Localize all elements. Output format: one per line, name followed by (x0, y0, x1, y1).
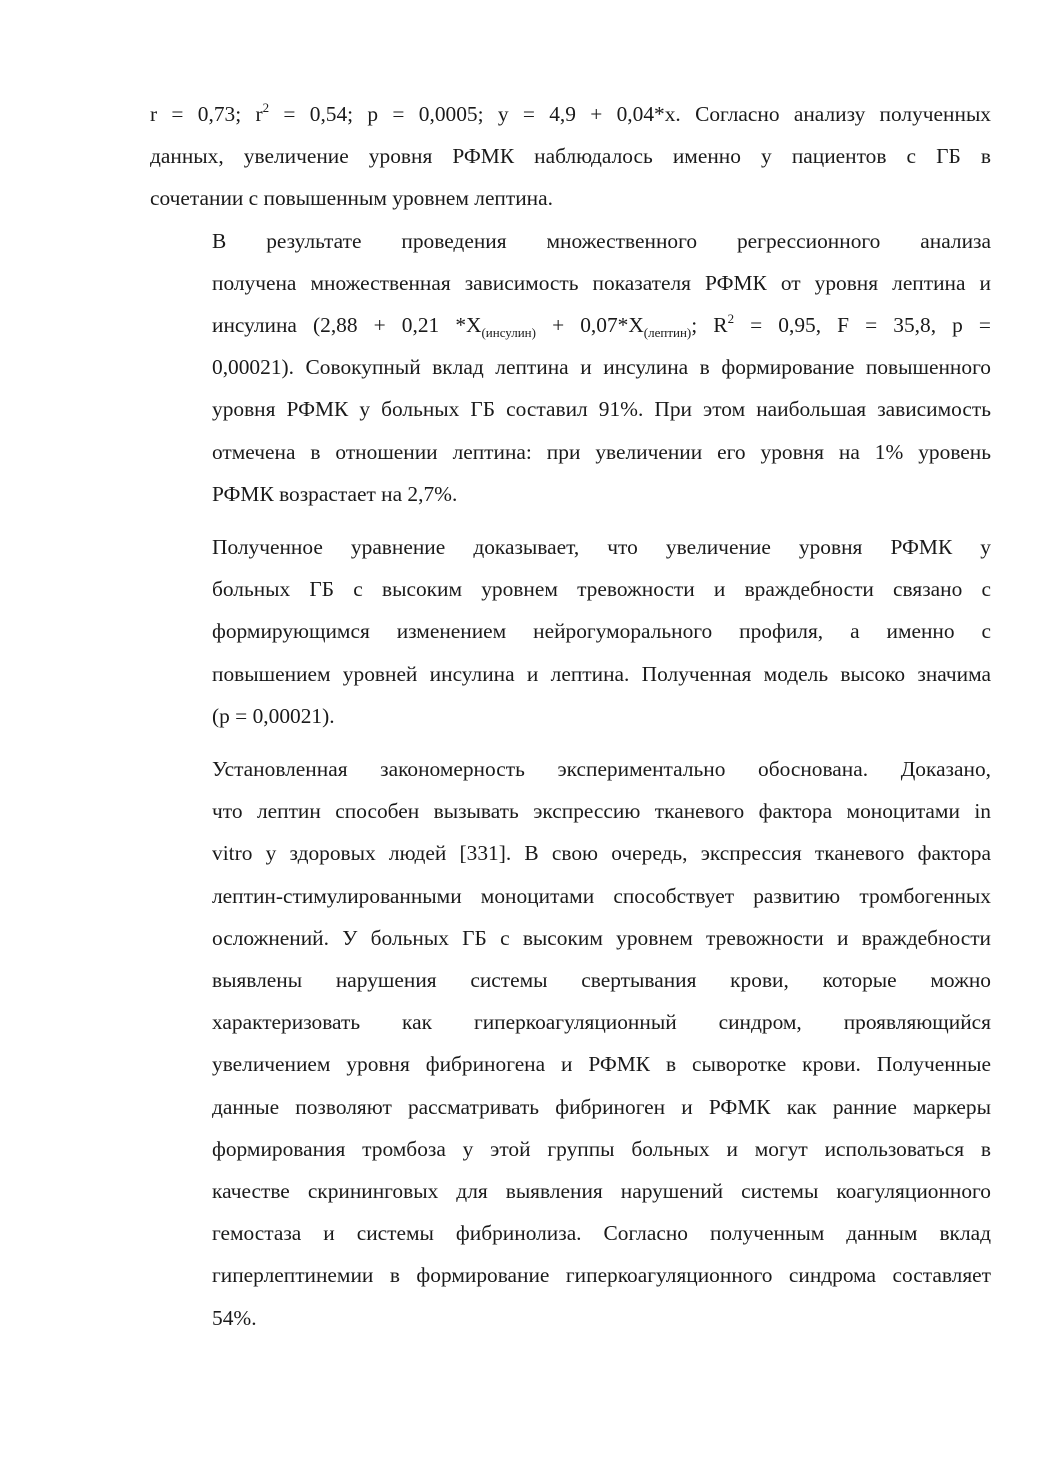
text-run: = 0,54; p = 0,0005; y = 4,9 + 0,04*x. Согласно анализу полученных (269, 102, 992, 126)
text-run: повышением уровней инсулина и лептина. Полученная модель высоко значима (212, 661, 991, 686)
text-line (150, 1254, 991, 1296)
text-line (150, 431, 991, 473)
text-line (150, 262, 991, 304)
text-line (150, 832, 991, 874)
paragraph-3 (150, 526, 991, 737)
text-run: vitro у здоровых людей [331]. В свою очередь, экспрессия тканевого фактора (212, 841, 991, 866)
text-line (150, 917, 991, 959)
text-line (150, 1212, 991, 1254)
text-line (150, 748, 991, 790)
superscript: 2 (727, 311, 735, 327)
text-run: Установленная закономерность экспериментально обоснована. Доказано, (212, 757, 991, 782)
text-line (150, 1128, 991, 1170)
text-run: формирующимся изменением нейрогуморального профиля, а именно с (212, 619, 991, 644)
text-run: r = 0,73; r (150, 102, 263, 126)
paragraph-4 (150, 748, 991, 1339)
text-line (150, 568, 991, 610)
text-line (150, 875, 991, 917)
text-line (150, 610, 991, 652)
text-line (150, 473, 991, 515)
text-line (150, 526, 991, 568)
text-run: гемостаза и системы фибринолиза. Согласно полученным данным вклад (212, 1221, 991, 1246)
text-run: данных, увеличение уровня РФМК наблюдалось именно у пациентов с ГБ в (150, 144, 991, 169)
text-run: увеличением уровня фибриногена и РФМК в сыворотке крови. Полученные (212, 1052, 991, 1077)
text-run: что лептин способен вызывать экспрессию тканевого фактора моноцитами in (212, 799, 991, 824)
text-line (150, 304, 991, 346)
text-line (150, 1170, 991, 1212)
text-line (150, 220, 991, 262)
text-run: получена множественная зависимость показателя РФМК от уровня лептина и (212, 270, 991, 295)
text-line (150, 959, 991, 1001)
text-run: больных ГБ с высоким уровнем тревожности и враждебности связано с (212, 577, 991, 602)
text-run: РФМК возрастает на 2,7%. (212, 481, 458, 506)
subscript: (лептин) (643, 325, 692, 341)
text-run: 54%. (212, 1305, 257, 1330)
text-line (150, 1001, 991, 1043)
text-run: гиперлептинемии в формирование гиперкоагуляционного синдрома составляет (212, 1263, 991, 1288)
paragraph-1 (150, 93, 991, 220)
text-run: качестве скрининговых для выявления нарушений системы коагуляционного (212, 1179, 991, 1204)
text-run: сочетании с повышенным уровнем лептина. (150, 186, 553, 211)
text-line (150, 695, 991, 737)
text-line (150, 93, 991, 135)
text-run: инсулина (2,88 + 0,21 *X (212, 313, 482, 338)
text-line (150, 1043, 991, 1085)
text-run: Полученное уравнение доказывает, что увеличение уровня РФМК у (212, 535, 991, 560)
text-run: ; R (691, 313, 728, 338)
text-run: характеризовать как гиперкоагуляционный синдром, проявляющийся (212, 1010, 991, 1035)
paragraph-2 (150, 220, 991, 515)
text-line (150, 790, 991, 832)
superscript: 2 (262, 100, 270, 115)
text-line (150, 346, 991, 388)
text-run: 0,00021). Совокупный вклад лептина и инсулина в формирование повышенного (212, 355, 991, 380)
text-run: (p = 0,00021). (212, 703, 335, 728)
text-run: лептин-стимулированными моноцитами способствует развитию тромбогенных (212, 883, 991, 908)
text-run: = 0,95, F = 35,8, p = (734, 313, 991, 338)
text-run: уровня РФМК у больных ГБ составил 91%. При этом наибольшая зависимость (212, 397, 991, 422)
text-line (150, 388, 991, 430)
text-run: данные позволяют рассматривать фибриноген и РФМК как ранние маркеры (212, 1094, 991, 1119)
text-line (150, 177, 991, 219)
text-run: В результате проведения множественного регрессионного анализа (212, 228, 991, 253)
subscript: (инсулин) (481, 325, 536, 341)
text-run: + 0,07*X (535, 313, 644, 338)
text-line (150, 135, 991, 177)
text-run: отмечена в отношении лептина: при увеличении его уровня на 1% уровень (212, 439, 991, 464)
text-run: формирования тромбоза у этой группы больных и могут использоваться в (212, 1136, 991, 1161)
document-page (150, 93, 991, 1339)
text-run: осложнений. У больных ГБ с высоким уровнем тревожности и враждебности (212, 925, 991, 950)
text-line (150, 1086, 991, 1128)
text-run: выявлены нарушения системы свертывания крови, которые можно (212, 968, 991, 993)
text-line (150, 653, 991, 695)
text-line (150, 1297, 991, 1339)
